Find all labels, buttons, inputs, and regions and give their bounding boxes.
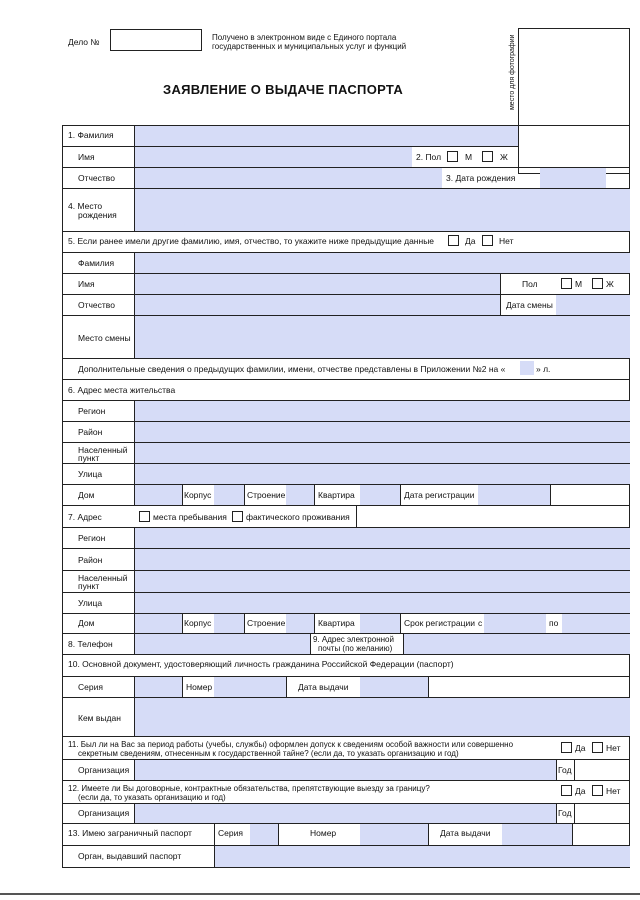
q13-issuer-label: Орган, выдавший паспорт: [78, 851, 182, 861]
res-building-field[interactable]: [214, 485, 244, 505]
a7-settlement-field[interactable]: [134, 571, 630, 592]
q12-org-label: Организация: [78, 808, 130, 818]
q13-series-field[interactable]: [250, 824, 278, 845]
a7-structure-field[interactable]: [286, 614, 314, 633]
q13-number-field[interactable]: [360, 824, 428, 845]
res-region-field[interactable]: [134, 401, 630, 421]
res-reg-date-field[interactable]: [478, 485, 550, 505]
a7-region-field[interactable]: [134, 528, 630, 548]
form-title: ЗАЯВЛЕНИЕ О ВЫДАЧЕ ПАСПОРТА: [163, 82, 404, 97]
a7-settlement-label-2: пункт: [78, 581, 100, 591]
a7-reg-term-label: Срок регистрации: [404, 618, 475, 628]
a7-street-field[interactable]: [134, 593, 630, 613]
prev-gender-male-label: М: [575, 279, 583, 289]
res-settlement-field[interactable]: [134, 443, 630, 463]
prev-name-field[interactable]: [134, 274, 500, 294]
actual-label: фактического проживания: [246, 512, 350, 522]
doc-issue-date-label: Дата выдачи: [298, 682, 349, 692]
a7-region-label: Регион: [78, 533, 106, 543]
prev-gender-male-checkbox[interactable]: [561, 278, 572, 289]
res-street-field[interactable]: [134, 464, 630, 484]
case-number-label: Дело №: [68, 37, 100, 47]
phone-label: 8. Телефон: [68, 639, 113, 649]
q13-issue-date-field[interactable]: [502, 824, 572, 845]
res-settlement-label-1: Населенный: [78, 445, 128, 455]
res-building-label: Корпус: [184, 490, 212, 500]
q11-yes-label: Да: [575, 743, 586, 753]
prev-gender-female-label: Ж: [606, 279, 614, 289]
a7-reg-to-field[interactable]: [562, 614, 630, 633]
a7-settlement-label-1: Населенный: [78, 573, 128, 583]
issued-by-label: Кем выдан: [78, 713, 121, 723]
change-date-field[interactable]: [556, 295, 630, 315]
stay-checkbox[interactable]: [139, 511, 150, 522]
a7-building-label: Корпус: [184, 618, 212, 628]
stay-label: места пребывания: [153, 512, 227, 522]
previous-no-label: Нет: [499, 236, 514, 246]
actual-checkbox[interactable]: [232, 511, 243, 522]
appendix-pages-field[interactable]: [520, 361, 534, 375]
a7-house-field[interactable]: [134, 614, 182, 633]
q13-number-label: Номер: [310, 828, 337, 838]
prev-surname-field[interactable]: [134, 253, 630, 273]
gender-male-label: М: [465, 152, 473, 162]
q12-text-1: 12. Имеете ли Вы договорные, контрактные обязательства, препятствующие выезду за границу?: [68, 784, 430, 793]
res-reg-date-label: Дата регистрации: [404, 490, 475, 500]
birthplace-field[interactable]: [134, 189, 630, 231]
residence-heading: 6. Адрес места жительства: [68, 385, 176, 395]
previous-no-checkbox[interactable]: [482, 235, 493, 246]
a7-structure-label: Строение: [247, 618, 286, 628]
a7-reg-to-label: по: [549, 618, 559, 628]
name-label: Имя: [78, 152, 95, 162]
q12-no-checkbox[interactable]: [592, 785, 603, 796]
res-house-field[interactable]: [134, 485, 182, 505]
q11-year-label: Год: [558, 765, 572, 775]
q13-issue-date-label: Дата выдачи: [440, 828, 491, 838]
a7-apartment-field[interactable]: [360, 614, 400, 633]
q12-yes-checkbox[interactable]: [561, 785, 572, 796]
doc-issue-date-field[interactable]: [360, 677, 428, 697]
birth-date-label: 3. Дата рождения: [446, 173, 516, 183]
res-apartment-field[interactable]: [360, 485, 400, 505]
received-note-line1: Получено в электронном виде с Единого портала: [212, 33, 397, 42]
doc-series-label: Серия: [78, 682, 103, 692]
patronymic-field[interactable]: [134, 168, 442, 188]
prev-surname-label: Фамилия: [78, 258, 115, 268]
res-structure-label: Строение: [247, 490, 286, 500]
photo-label: место для фотографии: [509, 34, 516, 110]
gender-female-checkbox[interactable]: [482, 151, 493, 162]
prev-patronymic-field[interactable]: [134, 295, 500, 315]
q11-org-label: Организация: [78, 765, 130, 775]
email-field[interactable]: [404, 634, 630, 654]
birthplace-label-1: 4. Место: [68, 201, 103, 211]
prev-gender-female-checkbox[interactable]: [592, 278, 603, 289]
q12-year-label: Год: [558, 808, 572, 818]
gender-female-label: Ж: [500, 152, 508, 162]
res-region-label: Регион: [78, 406, 106, 416]
q11-no-label: Нет: [606, 743, 621, 753]
res-apartment-label: Квартира: [318, 490, 355, 500]
gender-male-checkbox[interactable]: [447, 151, 458, 162]
q11-text-2: секретным сведениям, отнесенным к государственной тайне? (если да, то указать организацию и год): [78, 749, 459, 758]
doc-series-field[interactable]: [134, 677, 182, 697]
previous-yes-label: Да: [465, 236, 476, 246]
res-district-label: Район: [78, 427, 103, 437]
res-district-field[interactable]: [134, 422, 630, 442]
doc-number-label: Номер: [186, 682, 213, 692]
a7-district-field[interactable]: [134, 549, 630, 570]
res-house-label: Дом: [78, 490, 95, 500]
extra-info-suffix: » л.: [536, 364, 551, 374]
patronymic-label: Отчество: [78, 173, 115, 183]
birth-date-field[interactable]: [540, 168, 606, 188]
q12-no-label: Нет: [606, 786, 621, 796]
q13-series-label: Серия: [218, 828, 243, 838]
bottom-rule: [0, 893, 640, 895]
q12-org-field[interactable]: [134, 804, 556, 823]
prev-patronymic-label: Отчество: [78, 300, 115, 310]
doc-number-field[interactable]: [214, 677, 286, 697]
change-place-label: Место смены: [78, 333, 131, 343]
email-label-2: почты (по желанию): [318, 644, 393, 653]
a7-house-label: Дом: [78, 618, 95, 628]
previous-yes-checkbox[interactable]: [448, 235, 459, 246]
q11-org-field[interactable]: [134, 760, 556, 780]
phone-field[interactable]: [134, 634, 310, 654]
case-number-field[interactable]: [110, 29, 202, 51]
received-note-line2: государственных и муниципальных услуг и функций: [212, 42, 407, 51]
a7-street-label: Улица: [78, 598, 103, 608]
res-settlement-label-2: пункт: [78, 453, 100, 463]
address7-heading: 7. Адрес: [68, 512, 102, 522]
q11-text-1: 11. Был ли на Вас за период работы (учебы, службы) оформлен допуск к сведениям особой важности или совершенно: [68, 740, 514, 749]
birthplace-label-2: рождения: [78, 210, 117, 220]
document-heading: 10. Основной документ, удостоверяющий личность гражданина Российской Федерации (паспорт): [68, 659, 454, 669]
a7-apartment-label: Квартира: [318, 618, 355, 628]
change-date-label: Дата смены: [506, 300, 553, 310]
previous-names-question: 5. Если ранее имели другие фамилию, имя, отчество, то укажите ниже предыдущие данные: [68, 236, 435, 246]
surname-field[interactable]: [134, 126, 518, 146]
prev-name-label: Имя: [78, 279, 95, 289]
a7-reg-from-label: с: [478, 618, 483, 628]
surname-label: 1. Фамилия: [68, 130, 114, 140]
q13-label: 13. Имею заграничный паспорт: [68, 828, 192, 838]
a7-reg-from-field[interactable]: [484, 614, 546, 633]
change-place-field[interactable]: [134, 316, 630, 358]
email-label-1: 9. Адрес электронной: [313, 635, 394, 644]
issued-by-field[interactable]: [134, 698, 630, 736]
name-field[interactable]: [134, 147, 412, 167]
extra-info-prefix: Дополнительные сведения о предыдущих фамилии, имени, отчестве представлены в Приложении №2 на «: [78, 364, 506, 374]
res-street-label: Улица: [78, 469, 103, 479]
q13-issuer-field[interactable]: [214, 846, 630, 867]
a7-building-field[interactable]: [214, 614, 244, 633]
res-structure-field[interactable]: [286, 485, 314, 505]
a7-district-label: Район: [78, 555, 103, 565]
q12-text-2: (если да, то указать организацию и год): [78, 793, 226, 802]
gender-label: 2. Пол: [416, 152, 442, 162]
q12-yes-label: Да: [575, 786, 586, 796]
q11-yes-checkbox[interactable]: [561, 742, 572, 753]
q11-no-checkbox[interactable]: [592, 742, 603, 753]
prev-gender-label: Пол: [522, 279, 538, 289]
